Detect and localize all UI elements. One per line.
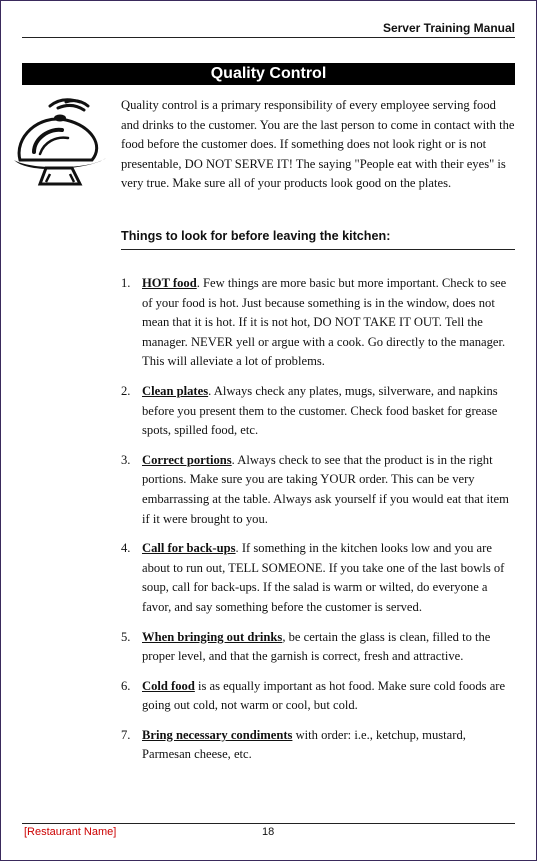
- list-item: 4. Call for back-ups. If something in the kitchen looks low and you are about to run out, TELL SOMEONE. If you take one of the last bowls of soup, call for back-ups. If the salad is warm or wilted, do everyone a favor, and say something before the customer is served.: [121, 541, 505, 614]
- covered-dish-icon: [10, 94, 110, 194]
- item-lead: Cold food: [142, 678, 195, 693]
- list-item: 1. HOT food. Few things are more basic but more important. Check to see of your food is hot. Just because something is in the window, does not mean that it is hot. If it is not hot, DO NOT TAKE IT OUT. Tell the manager. NEVER yell or argue with a cook. Go directly to the manager. This will alleviate a lot of problems.: [121, 276, 507, 369]
- list-item: 5. When bringing out drinks, be certain the glass is clean, filled to the proper level, and that the garnish is correct, fresh and attractive.: [121, 629, 491, 664]
- intro-paragraph: Quality control is a primary responsibility of every employee serving food and drinks to the customer. You are the last person to come in contact with the food before the customer does. If something does not look right or is not presentable, DO NOT SERVE IT! The saying "People eat with their eyes" is very true. Make sure all of your products look good on the plates.: [121, 98, 515, 191]
- manual-title: Server Training Manual: [382, 21, 515, 35]
- list-item: 6. Cold food is as equally important as hot food. Make sure cold foods are going out cold, not warm or cool, but cold.: [121, 678, 506, 713]
- page-number: 18: [262, 826, 275, 838]
- restaurant-name: [Restaurant Name]: [24, 826, 117, 838]
- checklist-divider: [121, 249, 515, 250]
- checklist-heading: Things to look for before leaving the kitchen:: [121, 229, 391, 243]
- item-lead: Bring necessary condiments: [142, 727, 293, 742]
- list-item: 3. Correct portions. Always check to see that the product is in the right portions. Make sure you are taking YOUR order. This can be very embarrassing at the table. Always ask yourself if you would eat that item if it were brought to you.: [121, 452, 509, 526]
- item-lead: When bringing out drinks: [142, 629, 283, 644]
- list-item: 2. Clean plates. Always check any plates, mugs, silverware, and napkins before you present them to the customer. Check food basket for grease spots, spilled food, etc.: [121, 383, 498, 438]
- item-lead: Clean plates: [142, 383, 209, 398]
- item-lead: Correct portions: [142, 452, 232, 467]
- header-divider: [22, 37, 515, 38]
- item-lead: Call for back-ups: [142, 541, 236, 556]
- item-lead: HOT food: [142, 276, 197, 290]
- section-banner: Quality Control: [22, 63, 515, 85]
- footer-divider: [22, 823, 515, 824]
- list-item: 7. Bring necessary condiments with order: i.e., ketchup, mustard, Parmesan cheese, etc.: [121, 727, 466, 762]
- checklist: [121, 274, 515, 775]
